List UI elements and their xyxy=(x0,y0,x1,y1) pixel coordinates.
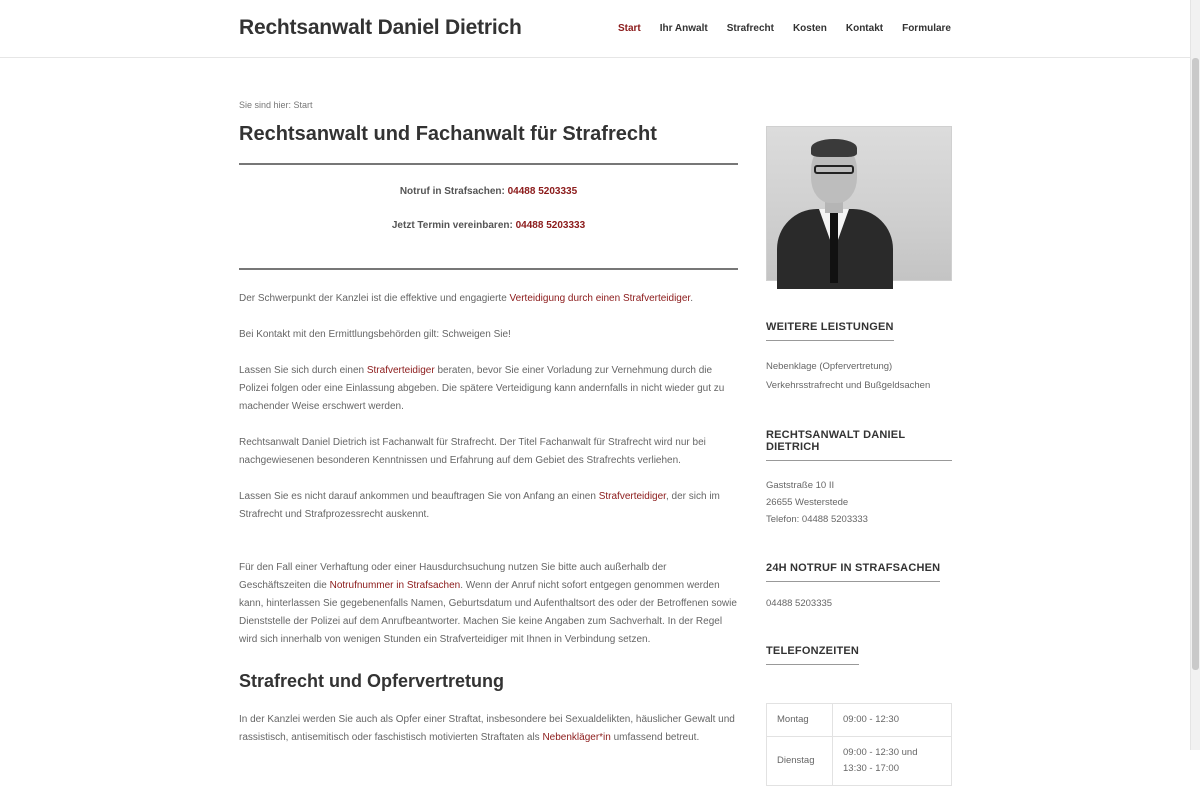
site-title[interactable]: Rechtsanwalt Daniel Dietrich xyxy=(239,16,522,39)
termin-label: Jetzt Termin vereinbaren: xyxy=(391,220,516,231)
hours-time: 09:00 - 12:30 und 13:30 - 17:00 xyxy=(833,737,952,786)
breadcrumb: Sie sind hier: Start xyxy=(239,100,313,110)
verteidigung-link[interactable]: Verteidigung durch einen Strafverteidiger xyxy=(509,293,691,304)
paragraph-text: Lassen Sie es nicht darauf ankommen und beauftragen Sie von Anfang an einen xyxy=(239,491,599,502)
address-phone: Telefon: 04488 5203333 xyxy=(766,514,868,525)
paragraph-text: In der Kanzlei werden Sie auch als Opfer einer Straftat, insbesondere bei Sexualdelikten, häuslicher Gewalt und rassistisch, antisemitisch oder faschistisch motivierten Straftaten als xyxy=(239,714,735,743)
paragraph xyxy=(239,559,738,649)
paragraph: Bei Kontakt mit den Ermittlungsbehörden gilt: Schweigen Sie! xyxy=(239,329,511,340)
address-block xyxy=(766,477,952,528)
divider xyxy=(239,268,738,270)
termin-line xyxy=(239,220,738,231)
notruf-phone: 04488 5203335 xyxy=(766,598,833,609)
lawyer-portrait-image xyxy=(766,126,952,281)
paragraph xyxy=(239,488,738,524)
paragraph-text: . xyxy=(690,293,693,304)
paragraph-text: Lassen Sie sich durch einen xyxy=(239,365,367,376)
nav-formulare[interactable]: Formulare xyxy=(902,23,951,34)
paragraph-text: , der sich im Strafrecht und Strafprozessrecht auskennt. xyxy=(239,491,720,520)
main-nav xyxy=(599,23,951,34)
paragraph xyxy=(239,362,738,416)
termin-phone-link[interactable]: 04488 5203333 xyxy=(515,220,586,231)
portrait-tie xyxy=(830,213,838,283)
widget-title-kanzlei: RECHTSANWALT DANIEL DIETRICH xyxy=(766,429,952,461)
main-content xyxy=(239,100,738,747)
widget-title-notruf: 24H NOTRUF IN STRAFSACHEN xyxy=(766,562,940,582)
widget-title-telefonzeiten: TELEFONZEITEN xyxy=(766,645,859,665)
portrait-hair xyxy=(811,139,857,157)
portrait-glasses xyxy=(814,165,854,174)
sidebar xyxy=(766,126,952,786)
hours-day: Dienstag xyxy=(767,737,833,786)
notrufnummer-link[interactable]: Notrufnummer in Strafsachen xyxy=(329,580,461,591)
notruf-phone-link[interactable]: 04488 5203335 xyxy=(507,186,578,197)
leistungen-list xyxy=(766,357,952,395)
notruf-label: Notruf in Strafsachen: xyxy=(399,186,508,197)
paragraph: Rechtsanwalt Daniel Dietrich ist Fachanwalt für Strafrecht. Der Titel Fachanwalt für Strafrecht wird nur bei nachgewiesenen besonderen Kenntnissen und Erfahrung auf dem Gebiet des Strafrechts verliehen. xyxy=(239,437,706,466)
nav-kontakt[interactable]: Kontakt xyxy=(845,23,884,34)
nav-kosten[interactable]: Kosten xyxy=(792,23,827,34)
scrollbar[interactable] xyxy=(1190,0,1200,750)
paragraph xyxy=(239,711,738,747)
hours-day: Montag xyxy=(767,704,833,737)
scrollbar-thumb[interactable] xyxy=(1192,58,1199,670)
table-row xyxy=(767,737,952,786)
page-title: Rechtsanwalt und Fachanwalt für Strafrecht xyxy=(239,123,657,145)
nav-ihr-anwalt[interactable]: Ihr Anwalt xyxy=(659,23,708,34)
divider xyxy=(239,163,738,165)
site-header xyxy=(0,0,1190,58)
paragraph-text: beraten, bevor Sie einer Vorladung zur Vernehmung durch die Polizei folgen oder eine Einlassung abgeben. Die spätere Verteidigung kann andernfalls in nicht wieder gut zu machender Weise erschwert werden. xyxy=(239,365,725,412)
address-street: Gaststraße 10 II xyxy=(766,480,835,491)
hours-time: 09:00 - 12:30 xyxy=(833,704,952,737)
nebenklaeger-link[interactable]: Nebenkläger*in xyxy=(542,732,611,743)
leistung-item[interactable]: Verkehrsstrafrecht und Bußgeldsachen xyxy=(766,380,931,391)
hours-table xyxy=(766,703,952,786)
widget-title-leistungen: WEITERE LEISTUNGEN xyxy=(766,321,894,341)
nav-start[interactable]: Start xyxy=(617,23,641,34)
paragraph xyxy=(239,290,738,308)
paragraph-text: Für den Fall einer Verhaftung oder einer Hausdurchsuchung nutzen Sie bitte auch außerhalb der Geschäftszeiten die xyxy=(239,562,667,591)
nav-strafrecht[interactable]: Strafrecht xyxy=(726,23,774,34)
table-row xyxy=(767,704,952,737)
address-city: 26655 Westerstede xyxy=(766,497,849,508)
leistung-item[interactable]: Nebenklage (Opfervertretung) xyxy=(766,361,893,372)
paragraph-text: Der Schwerpunkt der Kanzlei ist die effektive und engagierte xyxy=(239,293,510,304)
section-title: Strafrecht und Opfervertretung xyxy=(239,671,505,691)
strafverteidiger-link[interactable]: Strafverteidiger xyxy=(598,491,666,502)
paragraph-text: . Wenn der Anruf nicht sofort entgegen genommen werden kann, hinterlassen Sie gegebenenfalls Namen, Geburtsdatum und Aufenthaltsort des oder der Betroffenen sowie Dienststelle der Polizei auf dem Anrufbeantworter. Machen Sie keine Angaben zum Sachverhalt. In der Regel wird sich innerhalb von wenigen Stunden ein Strafverteidiger mit Ihnen in Verbindung setzen. xyxy=(239,580,737,645)
paragraph-text: umfassend betreut. xyxy=(610,732,700,743)
strafverteidiger-link[interactable]: Strafverteidiger xyxy=(366,365,435,376)
notruf-line xyxy=(239,186,738,197)
